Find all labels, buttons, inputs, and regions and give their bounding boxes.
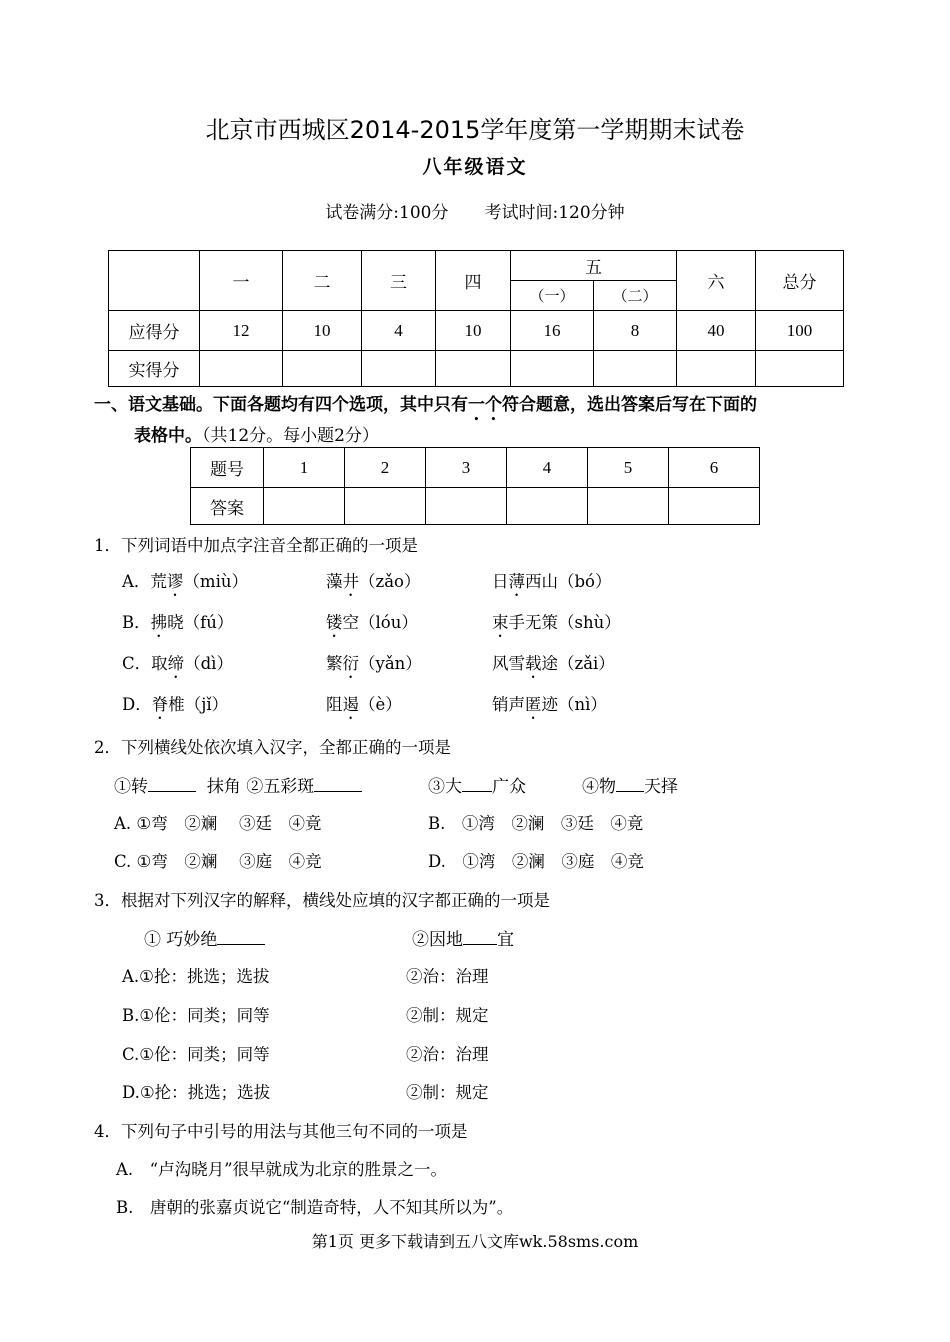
score-table: [108, 250, 844, 387]
row-label: 答案: [191, 488, 264, 525]
row-label: 应得分: [109, 311, 200, 351]
q3-option-d-part2: ②制：规定: [406, 1083, 489, 1102]
question-number: 2: [345, 448, 426, 488]
actual-score-cell[interactable]: [362, 351, 436, 387]
expected-score: 100: [756, 311, 844, 351]
col-header: 总分: [756, 251, 844, 311]
q1-option-b-word2: 镂空（lóu）: [326, 613, 418, 632]
actual-score-cell[interactable]: [436, 351, 511, 387]
answer-cell[interactable]: [264, 488, 345, 525]
q1-option-d-word3: 销声匿迹（nì）: [492, 695, 607, 714]
q3-item-1: ① 巧妙绝: [144, 925, 265, 950]
col-header: 五: [511, 251, 677, 281]
question-number: 3: [426, 448, 507, 488]
q2-option-b: B. ①湾 ②澜 ③廷 ④竟: [428, 814, 644, 833]
col-header: 三: [362, 251, 436, 311]
question-number: 6: [669, 448, 760, 488]
exam-info: [0, 198, 950, 223]
q1-option-a: A．荒谬（miù）: [122, 572, 248, 591]
q3-option-a-part2: ②治：治理: [406, 967, 489, 986]
question-number: 5: [588, 448, 669, 488]
expected-score: 16: [511, 311, 594, 351]
actual-score-cell[interactable]: [677, 351, 756, 387]
section-heading: 一、语文基础。下面各题均有四个选项，其中只有一个符合题意，选出答案后写在下面的: [94, 395, 757, 415]
q1-option-c-word2: 繁衍（yǎn）: [326, 654, 422, 673]
answer-cell[interactable]: [669, 488, 760, 525]
exam-time: 考试时间:120分钟: [484, 203, 625, 223]
question-2-stem: 2．下列横线处依次填入汉字，全都正确的一项是: [94, 738, 451, 757]
question-4-stem: 4．下列句子中引号的用法与其他三句不同的一项是: [94, 1122, 468, 1141]
answer-cell[interactable]: [345, 488, 426, 525]
expected-score: 10: [436, 311, 511, 351]
q3-option-b-part2: ②制：规定: [406, 1006, 489, 1025]
q1-option-c: C．取缔（dì）: [122, 654, 233, 673]
col-header: 一: [200, 251, 283, 311]
actual-score-cell[interactable]: [594, 351, 677, 387]
q4-option-a: A. “卢沟晓月”很早就成为北京的胜景之一。: [116, 1160, 448, 1179]
q3-item-2: ②因地 宜: [412, 930, 514, 950]
answer-cell[interactable]: [507, 488, 588, 525]
col-header: 二: [283, 251, 362, 311]
q1-option-a-word3: 日薄西山（bó）: [492, 572, 612, 591]
q1-option-b-word3: 束手无策（shù）: [492, 613, 621, 632]
answer-cell[interactable]: [588, 488, 669, 525]
expected-score: 4: [362, 311, 436, 351]
sub-col-header: （一）: [511, 281, 594, 311]
q1-option-b: B．拂晓（fú）: [122, 613, 234, 632]
answer-cell[interactable]: [426, 488, 507, 525]
q2-option-c: C. ①弯 ②斓 ③庭 ④竞: [114, 852, 322, 871]
full-score: 试卷满分:100分: [325, 203, 449, 223]
q2-items: ①转 抹角 ②五彩斑: [114, 772, 362, 797]
expected-score: 8: [594, 311, 677, 351]
expected-score: 12: [200, 311, 283, 351]
score-table-corner: [109, 251, 200, 311]
question-number: 4: [507, 448, 588, 488]
row-label: 实得分: [109, 351, 200, 387]
question-number: 1: [264, 448, 345, 488]
q4-option-b: B. 唐朝的张嘉贞说它“制造奇特，人不知其所以为”。: [116, 1198, 514, 1217]
actual-score-cell[interactable]: [200, 351, 283, 387]
q1-option-c-word3: 风雪载途（zǎi）: [492, 654, 615, 673]
question-1-stem: 1．下列词语中加点字注音全都正确的一项是: [94, 536, 418, 555]
q3-option-a: A.①抡：挑选；选拔: [122, 967, 270, 986]
col-header: 四: [436, 251, 511, 311]
q3-option-d: D.①抡：挑选；选拔: [122, 1083, 271, 1102]
q1-option-d-word2: 阻遏（è）: [326, 695, 402, 714]
page-subtitle: 八年级语文: [422, 156, 528, 178]
expected-score: 40: [677, 311, 756, 351]
emphasis-text: 一个: [468, 395, 502, 415]
sub-col-header: （二）: [594, 281, 677, 311]
col-header: 六: [677, 251, 756, 311]
actual-score-cell[interactable]: [283, 351, 362, 387]
q2-items-2: ③大 广众: [428, 777, 526, 797]
question-3-stem: 3．根据对下列汉字的解释，横线处应填的汉字都正确的一项是: [94, 891, 550, 910]
actual-score-cell[interactable]: [756, 351, 844, 387]
q1-option-d: D．脊椎（jǐ）: [122, 695, 229, 714]
row-label: 题号: [191, 448, 264, 488]
q3-option-b: B.①伦：同类；同等: [122, 1006, 270, 1025]
q3-option-c: C.①伦：同类；同等: [122, 1045, 270, 1064]
q1-option-a-word2: 藻井（zǎo）: [326, 572, 421, 591]
q2-option-a: A. ①弯 ②斓 ③廷 ④竟: [114, 814, 322, 833]
q2-option-d: D. ①湾 ②澜 ③庭 ④竞: [428, 852, 644, 871]
section-heading-line2: 表格中。（共12分。每小题2分）: [134, 426, 379, 446]
actual-score-cell[interactable]: [511, 351, 594, 387]
q3-option-c-part2: ②治：治理: [406, 1045, 489, 1064]
expected-score: 10: [283, 311, 362, 351]
q2-items-3: ④物 天择: [582, 777, 678, 797]
page-footer: 第1页 更多下载请到五八文库wk.58sms.com: [311, 1232, 639, 1251]
page-title: 北京市西城区2014-2015学年度第一学期期末试卷: [205, 116, 745, 144]
answer-table: [190, 447, 760, 525]
